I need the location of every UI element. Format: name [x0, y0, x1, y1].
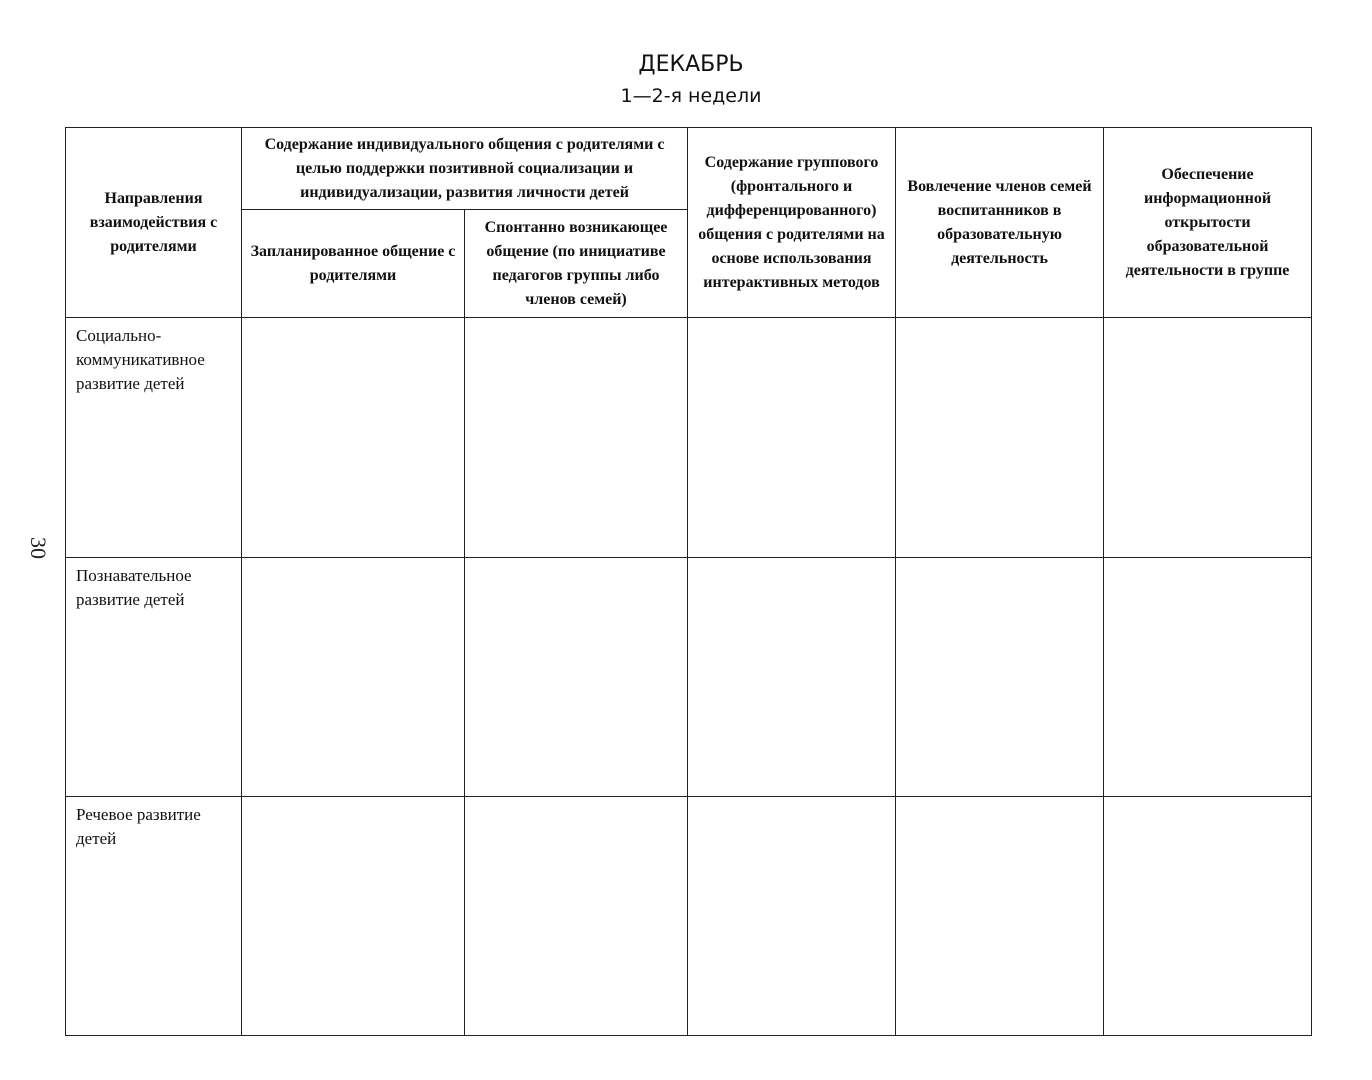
header-individual-communication: Содержание индивидуального общения с родителями с целью поддержки позитивной социализации и индивидуализации, развития личности детей: [242, 128, 688, 210]
table-cell[interactable]: [688, 797, 896, 1036]
table-cell[interactable]: [1104, 318, 1312, 558]
table-cell[interactable]: [242, 797, 465, 1036]
header-family-involvement: Вовлечение членов семей воспитанников в образовательную деятельность: [896, 128, 1104, 318]
row-label-social: Социально-коммуникативное развитие детей: [66, 318, 242, 558]
table-cell[interactable]: [896, 558, 1104, 797]
header-group-communication: Содержание группового (фронтального и дифференцированного) общения с родителями на основе использования интерактивных методов: [688, 128, 896, 318]
table-cell[interactable]: [242, 558, 465, 797]
row-label-speech: Речевое развитие детей: [66, 797, 242, 1036]
table-cell[interactable]: [242, 318, 465, 558]
table-cell[interactable]: [465, 558, 688, 797]
table-row: [66, 558, 1312, 797]
planning-table: [65, 127, 1312, 1036]
table-cell[interactable]: [896, 797, 1104, 1036]
page-number: 30: [26, 537, 51, 559]
table-row: [66, 318, 1312, 558]
table-cell[interactable]: [896, 318, 1104, 558]
table-cell[interactable]: [465, 797, 688, 1036]
header-spontaneous-communication: Спонтанно возникающее общение (по инициативе педагогов группы либо членов семей): [465, 210, 688, 318]
table-cell[interactable]: [688, 558, 896, 797]
table-row: [66, 797, 1312, 1036]
row-label-cognitive: Познавательное развитие детей: [66, 558, 242, 797]
table-cell[interactable]: [465, 318, 688, 558]
page-title: ДЕКАБРЬ: [638, 52, 744, 77]
table-cell[interactable]: [1104, 558, 1312, 797]
table-cell[interactable]: [688, 318, 896, 558]
header-direction: Направления взаимодействия с родителями: [66, 128, 242, 318]
header-planned-communication: Запланированное общение с родителями: [242, 210, 465, 318]
table-cell[interactable]: [1104, 797, 1312, 1036]
header-information-openness: Обеспечение информационной открытости образовательной деятельности в группе: [1104, 128, 1312, 318]
page-subtitle: 1—2-я недели: [620, 85, 762, 107]
